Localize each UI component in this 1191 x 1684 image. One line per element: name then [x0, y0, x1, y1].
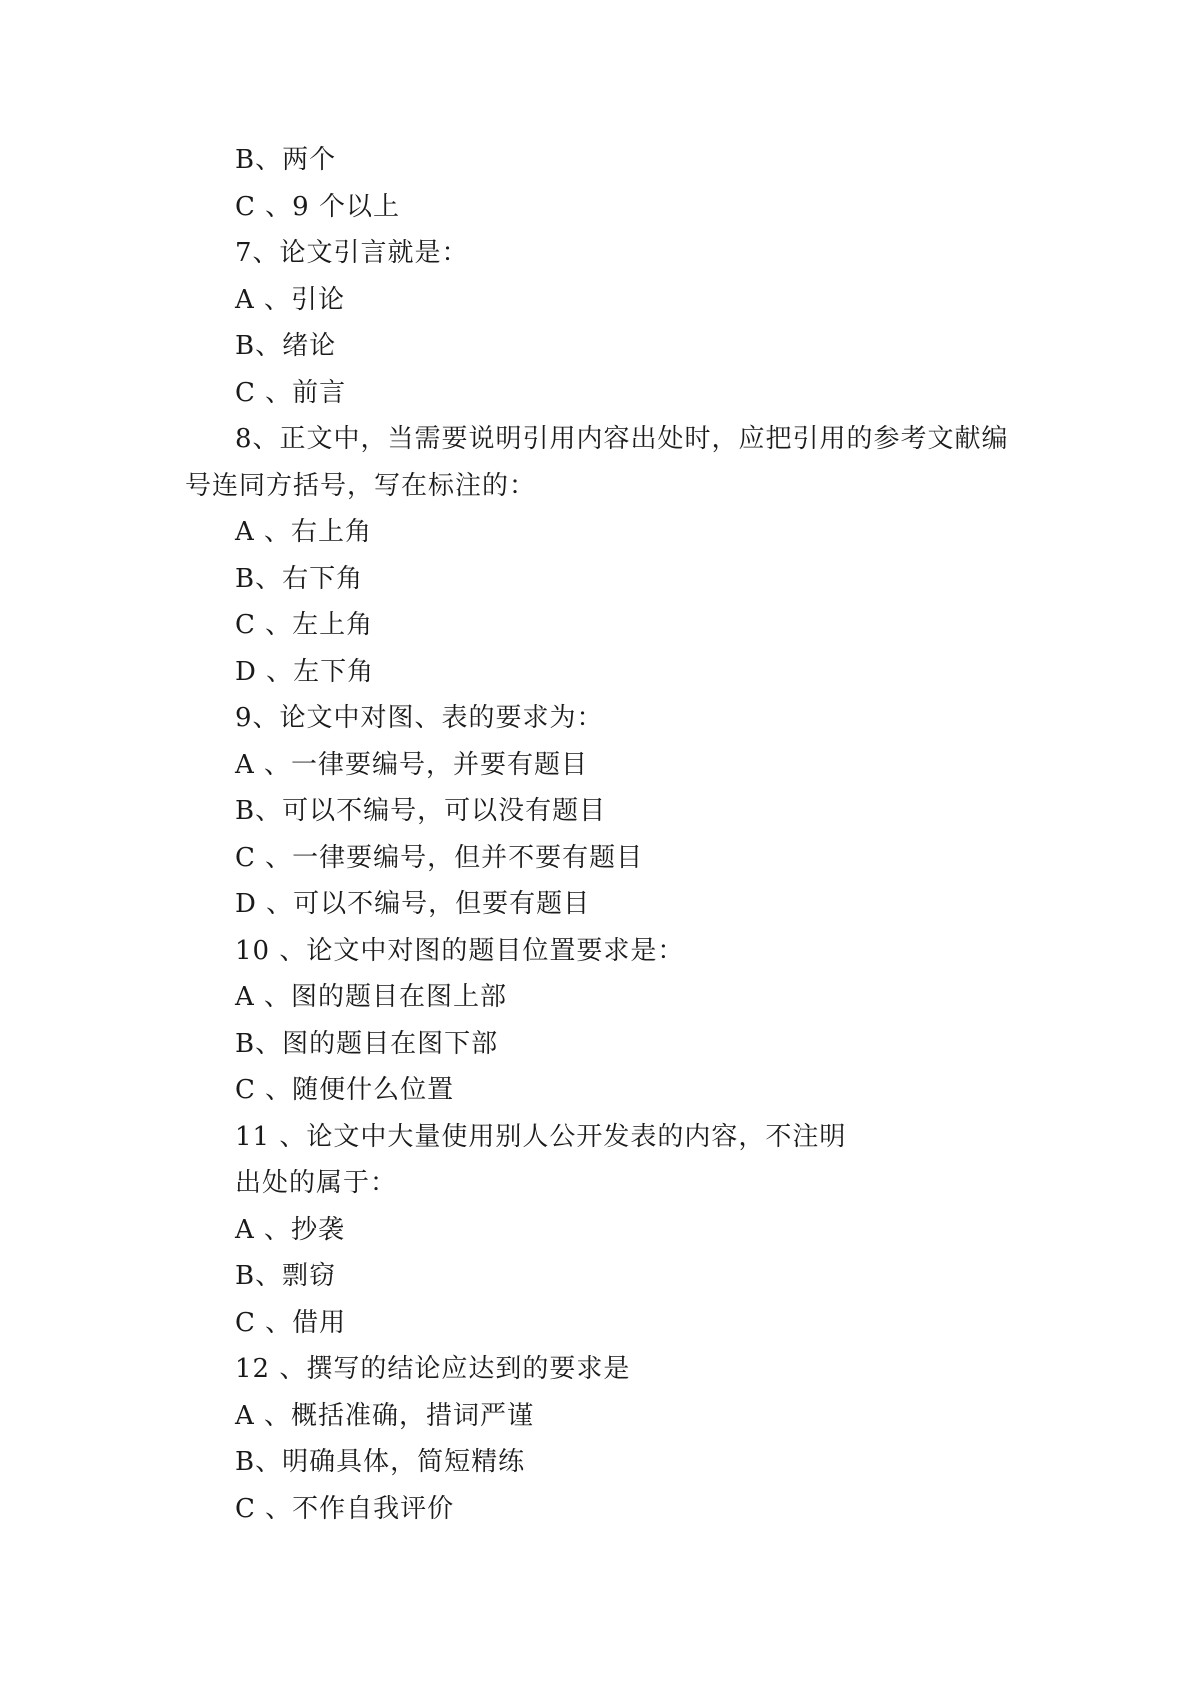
question-line: 11 、论文中大量使用别人公开发表的内容，不注明 [235, 1122, 847, 1152]
option-line: A 、抄袭 [235, 1215, 346, 1245]
question-line-continuation: 号连同方括号，写在标注的： [185, 471, 537, 501]
option-line: D 、可以不编号，但要有题目 [235, 889, 591, 919]
option-line: A 、概括准确，措词严谨 [235, 1401, 535, 1431]
option-line: B、可以不编号，可以没有题目 [235, 796, 607, 826]
option-line: B、右下角 [235, 564, 364, 594]
option-line: B、图的题目在图下部 [235, 1029, 499, 1059]
option-line: C 、左上角 [235, 610, 374, 640]
option-line: D 、左下角 [235, 657, 375, 687]
option-line: B、明确具体，简短精练 [235, 1447, 526, 1477]
option-line: A 、右上角 [235, 517, 373, 547]
question-line: 12 、撰写的结论应达到的要求是 [235, 1354, 631, 1384]
question-line-continuation: 出处的属于： [235, 1168, 398, 1198]
question-line: 8、正文中，当需要说明引用内容出处时，应把引用的参考文献编 [235, 424, 1009, 454]
option-line: A 、引论 [235, 285, 346, 315]
option-line: B、两个 [235, 145, 337, 175]
option-line: C 、借用 [235, 1308, 347, 1338]
option-line: C 、9 个以上 [235, 192, 400, 222]
option-line: A 、图的题目在图上部 [235, 982, 508, 1012]
option-line: C 、随便什么位置 [235, 1075, 455, 1105]
option-line: C 、一律要编号，但并不要有题目 [235, 843, 644, 873]
option-line: C 、不作自我评价 [235, 1494, 455, 1524]
question-line: 7、论文引言就是： [235, 238, 469, 268]
question-line: 10 、论文中对图的题目位置要求是： [235, 936, 685, 966]
option-line: B、绪论 [235, 331, 337, 361]
option-line: C 、前言 [235, 378, 347, 408]
question-line: 9、论文中对图、表的要求为： [235, 703, 604, 733]
option-line: A 、一律要编号，并要有题目 [235, 750, 589, 780]
option-line: B、剽窃 [235, 1261, 337, 1291]
